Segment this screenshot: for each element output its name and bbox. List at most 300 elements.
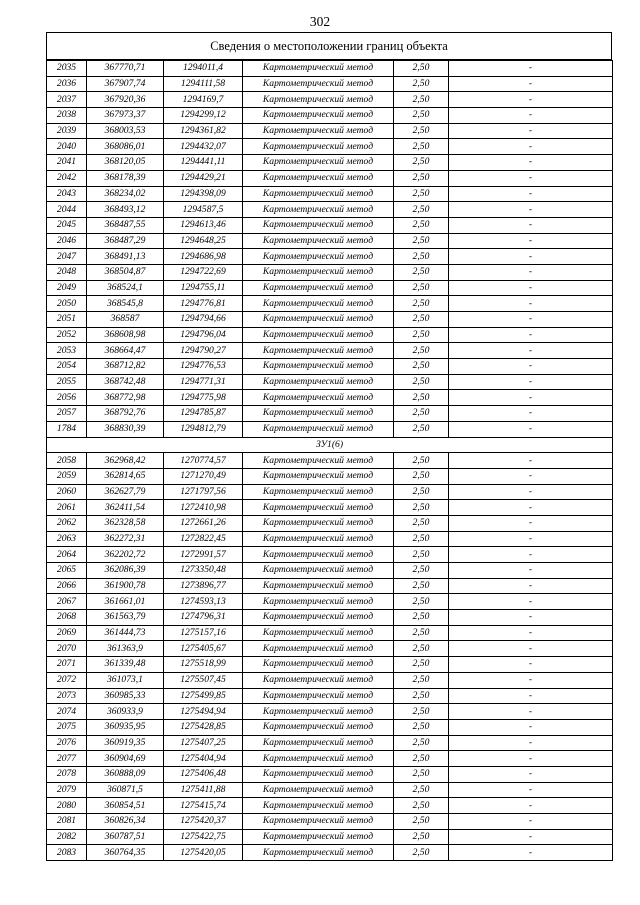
description-cell: - — [449, 766, 613, 782]
y-coordinate-cell: 1275411,88 — [164, 782, 243, 798]
y-coordinate-cell: 1271270,49 — [164, 468, 243, 484]
table-row — [47, 280, 613, 296]
point-number-cell: 2064 — [47, 547, 87, 563]
precision-cell: 2,50 — [394, 249, 449, 265]
point-number-cell: 2070 — [47, 641, 87, 657]
y-coordinate-cell: 1294785,87 — [164, 406, 243, 422]
precision-cell: 2,50 — [394, 61, 449, 77]
table-row — [47, 108, 613, 124]
table-row — [47, 312, 613, 328]
table-section — [47, 437, 613, 453]
x-coordinate-cell: 361900,78 — [87, 578, 164, 594]
table-row — [47, 264, 613, 280]
method-cell: Картометрический метод — [243, 484, 394, 500]
table-row — [47, 155, 613, 171]
x-coordinate-cell: 368830,39 — [87, 421, 164, 437]
precision-cell: 2,50 — [394, 359, 449, 375]
method-cell: Картометрический метод — [243, 264, 394, 280]
description-cell: - — [449, 515, 613, 531]
table-row — [47, 327, 613, 343]
table-row — [47, 123, 613, 139]
description-cell: - — [449, 61, 613, 77]
table-row — [47, 798, 613, 814]
description-cell: - — [449, 359, 613, 375]
table-row — [47, 186, 613, 202]
method-cell: Картометрический метод — [243, 343, 394, 359]
table-header-title: Сведения о местоположении границ объекта — [46, 32, 612, 60]
precision-cell: 2,50 — [394, 610, 449, 626]
description-cell: - — [449, 500, 613, 516]
method-cell: Картометрический метод — [243, 296, 394, 312]
method-cell: Картометрический метод — [243, 500, 394, 516]
x-coordinate-cell: 368491,13 — [87, 249, 164, 265]
method-cell: Картометрический метод — [243, 390, 394, 406]
description-cell: - — [449, 343, 613, 359]
y-coordinate-cell: 1275406,48 — [164, 766, 243, 782]
point-number-cell: 2043 — [47, 186, 87, 202]
y-coordinate-cell: 1272991,57 — [164, 547, 243, 563]
method-cell: Картометрический метод — [243, 76, 394, 92]
point-number-cell: 2053 — [47, 343, 87, 359]
method-cell: Картометрический метод — [243, 312, 394, 328]
precision-cell: 2,50 — [394, 123, 449, 139]
point-number-cell: 2037 — [47, 92, 87, 108]
method-cell: Картометрический метод — [243, 170, 394, 186]
precision-cell: 2,50 — [394, 264, 449, 280]
x-coordinate-cell: 361339,48 — [87, 657, 164, 673]
table-row — [47, 249, 613, 265]
y-coordinate-cell: 1275405,67 — [164, 641, 243, 657]
x-coordinate-cell: 360935,95 — [87, 719, 164, 735]
x-coordinate-cell: 361563,79 — [87, 610, 164, 626]
description-cell: - — [449, 264, 613, 280]
precision-cell: 2,50 — [394, 625, 449, 641]
method-cell: Картометрический метод — [243, 453, 394, 469]
method-cell: Картометрический метод — [243, 374, 394, 390]
method-cell: Картометрический метод — [243, 359, 394, 375]
table-row — [47, 751, 613, 767]
description-cell: - — [449, 453, 613, 469]
table-row — [47, 374, 613, 390]
x-coordinate-cell: 368487,29 — [87, 233, 164, 249]
description-cell: - — [449, 202, 613, 218]
point-number-cell: 2047 — [47, 249, 87, 265]
x-coordinate-cell: 361444,73 — [87, 625, 164, 641]
description-cell: - — [449, 186, 613, 202]
method-cell: Картометрический метод — [243, 625, 394, 641]
precision-cell: 2,50 — [394, 735, 449, 751]
table-row — [47, 390, 613, 406]
point-number-cell: 2077 — [47, 751, 87, 767]
x-coordinate-cell: 367973,37 — [87, 108, 164, 124]
precision-cell: 2,50 — [394, 798, 449, 814]
method-cell: Картометрический метод — [243, 123, 394, 139]
description-cell: - — [449, 845, 613, 861]
x-coordinate-cell: 368120,05 — [87, 155, 164, 171]
point-number-cell: 2073 — [47, 688, 87, 704]
precision-cell: 2,50 — [394, 186, 449, 202]
description-cell: - — [449, 233, 613, 249]
x-coordinate-cell: 368772,98 — [87, 390, 164, 406]
table-row — [47, 563, 613, 579]
x-coordinate-cell: 368742,48 — [87, 374, 164, 390]
description-cell: - — [449, 484, 613, 500]
method-cell: Картометрический метод — [243, 766, 394, 782]
y-coordinate-cell: 1294794,66 — [164, 312, 243, 328]
method-cell: Картометрический метод — [243, 108, 394, 124]
precision-cell: 2,50 — [394, 374, 449, 390]
precision-cell: 2,50 — [394, 672, 449, 688]
table-row — [47, 672, 613, 688]
point-number-cell: 2055 — [47, 374, 87, 390]
precision-cell: 2,50 — [394, 719, 449, 735]
method-cell: Картометрический метод — [243, 798, 394, 814]
table-row — [47, 500, 613, 516]
point-number-cell: 2076 — [47, 735, 87, 751]
y-coordinate-cell: 1275407,25 — [164, 735, 243, 751]
x-coordinate-cell: 360787,51 — [87, 829, 164, 845]
method-cell: Картометрический метод — [243, 280, 394, 296]
method-cell: Картометрический метод — [243, 61, 394, 77]
method-cell: Картометрический метод — [243, 814, 394, 830]
description-cell: - — [449, 76, 613, 92]
point-number-cell: 2061 — [47, 500, 87, 516]
x-coordinate-cell: 360764,35 — [87, 845, 164, 861]
description-cell: - — [449, 108, 613, 124]
method-cell: Картометрический метод — [243, 421, 394, 437]
description-cell: - — [449, 280, 613, 296]
point-number-cell: 2038 — [47, 108, 87, 124]
y-coordinate-cell: 1294686,98 — [164, 249, 243, 265]
y-coordinate-cell: 1272822,45 — [164, 531, 243, 547]
y-coordinate-cell: 1294776,53 — [164, 359, 243, 375]
point-number-cell: 2060 — [47, 484, 87, 500]
point-number-cell: 2051 — [47, 312, 87, 328]
coordinates-table — [46, 60, 613, 861]
x-coordinate-cell: 362968,42 — [87, 453, 164, 469]
y-coordinate-cell: 1294722,69 — [164, 264, 243, 280]
table-row — [47, 578, 613, 594]
point-number-cell: 2065 — [47, 563, 87, 579]
precision-cell: 2,50 — [394, 594, 449, 610]
point-number-cell: 2052 — [47, 327, 87, 343]
method-cell: Картометрический метод — [243, 202, 394, 218]
description-cell: - — [449, 406, 613, 422]
precision-cell: 2,50 — [394, 453, 449, 469]
y-coordinate-cell: 1294613,46 — [164, 217, 243, 233]
y-coordinate-cell: 1294776,81 — [164, 296, 243, 312]
table-row — [47, 61, 613, 77]
description-cell: - — [449, 610, 613, 626]
point-number-cell: 2078 — [47, 766, 87, 782]
description-cell: - — [449, 782, 613, 798]
precision-cell: 2,50 — [394, 829, 449, 845]
precision-cell: 2,50 — [394, 766, 449, 782]
table-row — [47, 453, 613, 469]
y-coordinate-cell: 1294299,12 — [164, 108, 243, 124]
precision-cell: 2,50 — [394, 327, 449, 343]
x-coordinate-cell: 368608,98 — [87, 327, 164, 343]
point-number-cell: 2080 — [47, 798, 87, 814]
y-coordinate-cell: 1294648,25 — [164, 233, 243, 249]
x-coordinate-cell: 360904,69 — [87, 751, 164, 767]
point-number-cell: 2069 — [47, 625, 87, 641]
table-row — [47, 359, 613, 375]
point-number-cell: 2079 — [47, 782, 87, 798]
x-coordinate-cell: 360919,35 — [87, 735, 164, 751]
x-coordinate-cell: 362202,72 — [87, 547, 164, 563]
y-coordinate-cell: 1294790,27 — [164, 343, 243, 359]
description-cell: - — [449, 531, 613, 547]
description-cell: - — [449, 578, 613, 594]
section-row — [47, 437, 613, 453]
y-coordinate-cell: 1275422,75 — [164, 829, 243, 845]
table-row — [47, 217, 613, 233]
method-cell: Картометрический метод — [243, 657, 394, 673]
y-coordinate-cell: 1294111,58 — [164, 76, 243, 92]
x-coordinate-cell: 362627,79 — [87, 484, 164, 500]
y-coordinate-cell: 1274796,31 — [164, 610, 243, 626]
y-coordinate-cell: 1275428,85 — [164, 719, 243, 735]
method-cell: Картометрический метод — [243, 719, 394, 735]
y-coordinate-cell: 1275420,05 — [164, 845, 243, 861]
precision-cell: 2,50 — [394, 814, 449, 830]
method-cell: Картометрический метод — [243, 468, 394, 484]
point-number-cell: 2059 — [47, 468, 87, 484]
y-coordinate-cell: 1294432,07 — [164, 139, 243, 155]
table-body-bottom — [47, 453, 613, 861]
table-row — [47, 406, 613, 422]
table-row — [47, 233, 613, 249]
precision-cell: 2,50 — [394, 531, 449, 547]
x-coordinate-cell: 368524,1 — [87, 280, 164, 296]
precision-cell: 2,50 — [394, 390, 449, 406]
method-cell: Картометрический метод — [243, 186, 394, 202]
precision-cell: 2,50 — [394, 421, 449, 437]
x-coordinate-cell: 362411,54 — [87, 500, 164, 516]
method-cell: Картометрический метод — [243, 217, 394, 233]
description-cell: - — [449, 155, 613, 171]
point-number-cell: 2056 — [47, 390, 87, 406]
description-cell: - — [449, 296, 613, 312]
precision-cell: 2,50 — [394, 343, 449, 359]
description-cell: - — [449, 719, 613, 735]
method-cell: Картометрический метод — [243, 515, 394, 531]
x-coordinate-cell: 367770,71 — [87, 61, 164, 77]
y-coordinate-cell: 1294775,98 — [164, 390, 243, 406]
x-coordinate-cell: 360826,34 — [87, 814, 164, 830]
point-number-cell: 2066 — [47, 578, 87, 594]
description-cell: - — [449, 170, 613, 186]
x-coordinate-cell: 361073,1 — [87, 672, 164, 688]
point-number-cell: 2044 — [47, 202, 87, 218]
method-cell: Картометрический метод — [243, 594, 394, 610]
y-coordinate-cell: 1294169,7 — [164, 92, 243, 108]
precision-cell: 2,50 — [394, 170, 449, 186]
table-row — [47, 515, 613, 531]
method-cell: Картометрический метод — [243, 735, 394, 751]
table-row — [47, 170, 613, 186]
x-coordinate-cell: 368086,01 — [87, 139, 164, 155]
table-row — [47, 610, 613, 626]
precision-cell: 2,50 — [394, 782, 449, 798]
y-coordinate-cell: 1273896,77 — [164, 578, 243, 594]
x-coordinate-cell: 362272,31 — [87, 531, 164, 547]
table-row — [47, 594, 613, 610]
description-cell: - — [449, 123, 613, 139]
x-coordinate-cell: 360854,51 — [87, 798, 164, 814]
method-cell: Картометрический метод — [243, 782, 394, 798]
precision-cell: 2,50 — [394, 484, 449, 500]
y-coordinate-cell: 1272661,26 — [164, 515, 243, 531]
x-coordinate-cell: 360933,9 — [87, 704, 164, 720]
y-coordinate-cell: 1294796,04 — [164, 327, 243, 343]
precision-cell: 2,50 — [394, 280, 449, 296]
table-row — [47, 845, 613, 861]
description-cell: - — [449, 814, 613, 830]
y-coordinate-cell: 1273350,48 — [164, 563, 243, 579]
description-cell: - — [449, 641, 613, 657]
point-number-cell: 2074 — [47, 704, 87, 720]
point-number-cell: 2036 — [47, 76, 87, 92]
point-number-cell: 2040 — [47, 139, 87, 155]
point-number-cell: 2041 — [47, 155, 87, 171]
method-cell: Картометрический метод — [243, 233, 394, 249]
table-row — [47, 547, 613, 563]
point-number-cell: 2045 — [47, 217, 87, 233]
method-cell: Картометрический метод — [243, 578, 394, 594]
description-cell: - — [449, 594, 613, 610]
point-number-cell: 2054 — [47, 359, 87, 375]
table-row — [47, 484, 613, 500]
y-coordinate-cell: 1294441,11 — [164, 155, 243, 171]
method-cell: Картометрический метод — [243, 641, 394, 657]
x-coordinate-cell: 368504,87 — [87, 264, 164, 280]
x-coordinate-cell: 361661,01 — [87, 594, 164, 610]
x-coordinate-cell: 368493,12 — [87, 202, 164, 218]
description-cell: - — [449, 829, 613, 845]
y-coordinate-cell: 1275494,94 — [164, 704, 243, 720]
description-cell: - — [449, 657, 613, 673]
precision-cell: 2,50 — [394, 468, 449, 484]
y-coordinate-cell: 1294771,31 — [164, 374, 243, 390]
table-row — [47, 657, 613, 673]
x-coordinate-cell: 368587 — [87, 312, 164, 328]
precision-cell: 2,50 — [394, 233, 449, 249]
page-number: 302 — [309, 14, 331, 29]
precision-cell: 2,50 — [394, 296, 449, 312]
method-cell: Картометрический метод — [243, 249, 394, 265]
point-number-cell: 2046 — [47, 233, 87, 249]
table-row — [47, 468, 613, 484]
precision-cell: 2,50 — [394, 547, 449, 563]
precision-cell: 2,50 — [394, 312, 449, 328]
table-row — [47, 421, 613, 437]
description-cell: - — [449, 217, 613, 233]
point-number-cell: 2035 — [47, 61, 87, 77]
description-cell: - — [449, 672, 613, 688]
point-number-cell: 2058 — [47, 453, 87, 469]
description-cell: - — [449, 92, 613, 108]
point-number-cell: 2048 — [47, 264, 87, 280]
point-number-cell: 2072 — [47, 672, 87, 688]
method-cell: Картометрический метод — [243, 531, 394, 547]
y-coordinate-cell: 1271797,56 — [164, 484, 243, 500]
y-coordinate-cell: 1275420,37 — [164, 814, 243, 830]
description-cell: - — [449, 563, 613, 579]
table-row — [47, 766, 613, 782]
description-cell: - — [449, 249, 613, 265]
precision-cell: 2,50 — [394, 704, 449, 720]
x-coordinate-cell: 360985,33 — [87, 688, 164, 704]
table-row — [47, 296, 613, 312]
table-row — [47, 343, 613, 359]
point-number-cell: 1784 — [47, 421, 87, 437]
table-row — [47, 688, 613, 704]
description-cell: - — [449, 139, 613, 155]
description-cell: - — [449, 390, 613, 406]
point-number-cell: 2057 — [47, 406, 87, 422]
precision-cell: 2,50 — [394, 751, 449, 767]
table-row — [47, 829, 613, 845]
y-coordinate-cell: 1294398,09 — [164, 186, 243, 202]
y-coordinate-cell: 1275518,99 — [164, 657, 243, 673]
x-coordinate-cell: 368487,55 — [87, 217, 164, 233]
description-cell: - — [449, 374, 613, 390]
precision-cell: 2,50 — [394, 108, 449, 124]
precision-cell: 2,50 — [394, 406, 449, 422]
x-coordinate-cell: 361363,9 — [87, 641, 164, 657]
x-coordinate-cell: 368664,47 — [87, 343, 164, 359]
y-coordinate-cell: 1275499,85 — [164, 688, 243, 704]
method-cell: Картометрический метод — [243, 327, 394, 343]
table-row — [47, 139, 613, 155]
y-coordinate-cell: 1275415,74 — [164, 798, 243, 814]
precision-cell: 2,50 — [394, 139, 449, 155]
point-number-cell: 2050 — [47, 296, 87, 312]
table-row — [47, 76, 613, 92]
point-number-cell: 2049 — [47, 280, 87, 296]
point-number-cell: 2042 — [47, 170, 87, 186]
method-cell: Картометрический метод — [243, 829, 394, 845]
method-cell: Картометрический метод — [243, 92, 394, 108]
x-coordinate-cell: 367907,74 — [87, 76, 164, 92]
precision-cell: 2,50 — [394, 217, 449, 233]
y-coordinate-cell: 1275404,94 — [164, 751, 243, 767]
table-row — [47, 92, 613, 108]
method-cell: Картометрический метод — [243, 688, 394, 704]
description-cell: - — [449, 468, 613, 484]
x-coordinate-cell: 367920,36 — [87, 92, 164, 108]
precision-cell: 2,50 — [394, 202, 449, 218]
y-coordinate-cell: 1274593,13 — [164, 594, 243, 610]
point-number-cell: 2071 — [47, 657, 87, 673]
method-cell: Картометрический метод — [243, 672, 394, 688]
point-number-cell: 2063 — [47, 531, 87, 547]
point-number-cell: 2081 — [47, 814, 87, 830]
table-row — [47, 735, 613, 751]
y-coordinate-cell: 1294812,79 — [164, 421, 243, 437]
x-coordinate-cell: 368234,02 — [87, 186, 164, 202]
x-coordinate-cell: 362814,65 — [87, 468, 164, 484]
method-cell: Картометрический метод — [243, 547, 394, 563]
description-cell: - — [449, 312, 613, 328]
y-coordinate-cell: 1294011,4 — [164, 61, 243, 77]
x-coordinate-cell: 368712,82 — [87, 359, 164, 375]
precision-cell: 2,50 — [394, 155, 449, 171]
table-row — [47, 202, 613, 218]
method-cell: Картометрический метод — [243, 406, 394, 422]
